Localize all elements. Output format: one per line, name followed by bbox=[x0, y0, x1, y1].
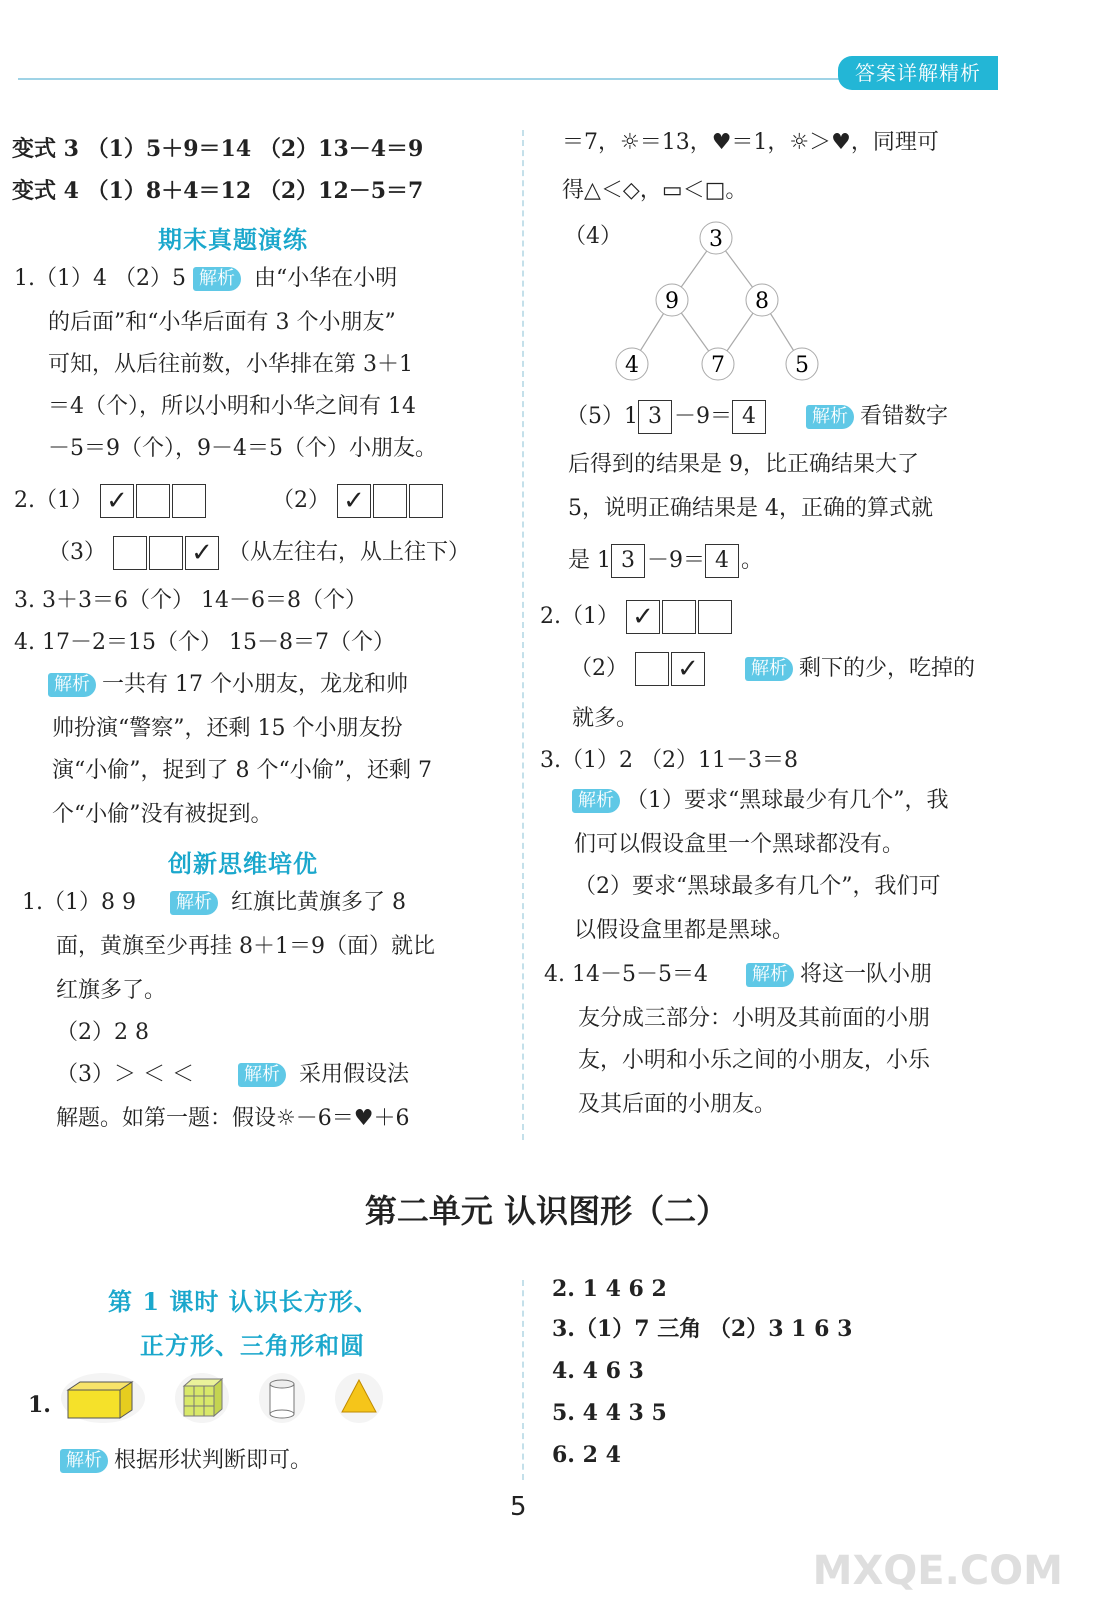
checked-box bbox=[185, 536, 219, 570]
section-innovation: 创新思维培优 bbox=[168, 849, 318, 878]
exam-q4-line: 演“小偷”，捉到了 8 个“小偷”，还剩 7 bbox=[52, 758, 432, 783]
innov-q1-answer: 1.（1）8 9 bbox=[22, 890, 136, 915]
innov-q1 bbox=[22, 888, 406, 918]
tree-node bbox=[616, 348, 648, 380]
innov-q1-sub3-answer: （3）＞ ＜ ＜ bbox=[56, 1062, 194, 1087]
answer-box: 3 bbox=[638, 400, 672, 434]
tree-node-value: 3 bbox=[709, 227, 723, 252]
empty-box bbox=[136, 484, 170, 518]
right-q4-answer: 4. 14－5－5＝4 bbox=[544, 962, 708, 987]
analysis-tag: 解析 bbox=[170, 891, 218, 915]
right-q2-row1 bbox=[540, 600, 734, 634]
sub5-conclusion-eq: －9＝ bbox=[647, 548, 705, 573]
lesson-title-2: 正方形、三角形和圆 bbox=[140, 1331, 365, 1360]
sub5-conclusion bbox=[568, 544, 763, 578]
right-line: ＝7，☼＝13，♥＝1，☼＞♥，同理可 bbox=[562, 130, 939, 155]
checked-box bbox=[337, 484, 371, 518]
tree-node-value: 9 bbox=[665, 289, 679, 314]
right-q2-row2 bbox=[570, 652, 975, 686]
exam-q4-text: 一共有 17 个小朋友，龙龙和帅 bbox=[102, 672, 408, 697]
innov-q1-line: 面，黄旗至少再挂 8＋1＝9（面）就比 bbox=[56, 934, 435, 959]
lesson-q1-label: 1. bbox=[28, 1392, 51, 1418]
header-rule bbox=[18, 78, 848, 80]
empty-box bbox=[662, 600, 696, 634]
exam-q4-analysis bbox=[48, 670, 408, 700]
exam-q4: 4. 17－2＝15（个） 15－8＝7（个） bbox=[14, 630, 395, 655]
analysis-tag: 解析 bbox=[238, 1063, 286, 1087]
checked-box bbox=[671, 652, 705, 686]
tree-node-value: 7 bbox=[711, 353, 725, 378]
right-line: 以假设盒里都是黑球。 bbox=[574, 918, 795, 943]
sub5-text: 看错数字 bbox=[860, 404, 949, 429]
innov-q1-sub2: （2）2 8 bbox=[56, 1020, 149, 1045]
answer-box: 4 bbox=[732, 400, 766, 434]
page-number: 5 bbox=[510, 1492, 527, 1522]
lesson-q5: 5. 4 4 3 5 bbox=[552, 1400, 667, 1426]
empty-box bbox=[172, 484, 206, 518]
analysis-tag: 解析 bbox=[745, 657, 793, 681]
exam-q1 bbox=[14, 264, 397, 294]
section-final-exam: 期末真题演练 bbox=[158, 225, 308, 254]
exam-q2-sub-label: （2） bbox=[272, 488, 330, 513]
right-line: 后得到的结果是 9，比正确结果大了 bbox=[568, 452, 919, 477]
right-line: 得△＜◇，▭＜□。 bbox=[562, 178, 748, 203]
sub4-label: （4） bbox=[564, 224, 622, 249]
lesson-q2: 2. 1 4 6 2 bbox=[552, 1276, 667, 1302]
tree-node-value: 5 bbox=[795, 353, 809, 378]
right-q3-text: （1）要求“黑球最少有几个”，我 bbox=[626, 788, 949, 813]
sub5-conclusion-end: 。 bbox=[741, 548, 764, 573]
right-line: 友分成三部分：小明及其前面的小朋 bbox=[578, 1006, 931, 1031]
empty-box bbox=[698, 600, 732, 634]
analysis-tag: 解析 bbox=[806, 405, 854, 429]
right-line: （2）要求“黑球最多有几个”，我们可 bbox=[574, 874, 941, 899]
lesson-analysis bbox=[60, 1446, 312, 1476]
lesson-note: 根据形状判断即可。 bbox=[114, 1448, 313, 1473]
sub5-eq: －9＝ bbox=[674, 404, 732, 429]
innov-q1-line: 解题。如第一题：假设☼－6＝♥＋6 bbox=[56, 1106, 410, 1131]
analysis-tag: 解析 bbox=[746, 963, 794, 987]
exam-q4-line: 帅扮演“警察”，还剩 15 个小朋友扮 bbox=[52, 716, 403, 741]
tree-node bbox=[656, 284, 688, 316]
right-q2-sub-label: （2） bbox=[570, 656, 628, 681]
analysis-tag: 解析 bbox=[60, 1449, 108, 1473]
exam-q3: 3. 3＋3＝6（个） 14－6＝8（个） bbox=[14, 588, 367, 613]
lesson-q6: 6. 2 4 bbox=[552, 1442, 621, 1468]
sub5-label: （5）1 bbox=[566, 404, 638, 429]
exam-q1-line: －5＝9（个），9－4＝5（个）小朋友。 bbox=[48, 436, 437, 461]
answer-banner: 答案详解精析 bbox=[838, 56, 998, 90]
innov-q1-line: 红旗多了。 bbox=[56, 978, 167, 1003]
right-q2-text: 剩下的少，吃掉的 bbox=[799, 656, 976, 681]
exam-q1-line: 可知，从后往前数，小华排在第 3＋1 bbox=[48, 352, 413, 377]
right-line: 就多。 bbox=[572, 706, 639, 731]
can-icon bbox=[258, 1372, 306, 1424]
analysis-tag: 解析 bbox=[193, 267, 241, 291]
column-divider-bottom bbox=[522, 1280, 524, 1480]
right-q3-analysis bbox=[572, 786, 949, 816]
innov-q1-sub3-text: 采用假设法 bbox=[298, 1062, 409, 1087]
lesson-title-1: 第 1 课时 认识长方形、 bbox=[108, 1287, 379, 1316]
exam-q2-row1 bbox=[14, 484, 445, 518]
exam-q1-text: 由“小华在小明 bbox=[253, 266, 398, 291]
tree-node bbox=[702, 348, 734, 380]
watermark: MXQE.COM bbox=[812, 1548, 1063, 1594]
empty-box bbox=[113, 536, 147, 570]
exam-q2-note: （从左往右，从上往下） bbox=[228, 540, 471, 565]
tree-node bbox=[700, 222, 732, 254]
triangle-icon bbox=[334, 1372, 384, 1424]
right-q4-text: 将这一队小朋 bbox=[799, 962, 932, 987]
exam-q2-row2 bbox=[48, 536, 470, 570]
innov-q1-text: 红旗比黄旗多了 8 bbox=[230, 890, 406, 915]
cube-icon bbox=[174, 1372, 230, 1424]
checked-box bbox=[100, 484, 134, 518]
empty-box bbox=[409, 484, 443, 518]
column-divider-top bbox=[522, 130, 524, 1140]
right-q3: 3.（1）2 （2）11－3＝8 bbox=[540, 748, 798, 773]
unit-title: 第二单元 认识图形（二） bbox=[364, 1192, 729, 1230]
answer-box: 3 bbox=[611, 544, 645, 578]
right-line: 们可以假设盒里一个黑球都没有。 bbox=[574, 832, 905, 857]
analysis-tag: 解析 bbox=[48, 673, 96, 697]
right-line: 友，小明和小乐之间的小朋友，小乐 bbox=[578, 1048, 931, 1073]
right-q2-label: 2.（1） bbox=[540, 604, 619, 629]
right-q4 bbox=[544, 960, 932, 990]
innov-q1-sub3 bbox=[56, 1060, 409, 1090]
sub5-conclusion-start: 是 1 bbox=[568, 548, 611, 573]
exam-q4-line: 个“小偷”没有被捉到。 bbox=[52, 802, 273, 827]
analysis-tag: 解析 bbox=[572, 789, 620, 813]
shape-images bbox=[60, 1372, 384, 1424]
empty-box bbox=[635, 652, 669, 686]
exam-q1-answer: 1.（1）4 （2）5 bbox=[14, 266, 186, 291]
variant-4: 变式 4 （1）8＋4＝12 （2）12－5＝7 bbox=[12, 178, 424, 204]
tree-node-value: 4 bbox=[625, 353, 639, 378]
tree-node bbox=[786, 348, 818, 380]
tree-node bbox=[746, 284, 778, 316]
exam-q1-line: ＝4（个），所以小明和小华之间有 14 bbox=[48, 394, 416, 419]
lesson-q4: 4. 4 6 3 bbox=[552, 1358, 644, 1384]
empty-box bbox=[149, 536, 183, 570]
answer-box: 4 bbox=[705, 544, 739, 578]
empty-box bbox=[373, 484, 407, 518]
tree-node-value: 8 bbox=[755, 289, 769, 314]
right-line: 及其后面的小朋友。 bbox=[578, 1092, 777, 1117]
sub5 bbox=[566, 400, 948, 434]
lesson-q3: 3.（1）7 三角 （2）3 1 6 3 bbox=[552, 1316, 853, 1342]
exam-q2-label: 2.（1） bbox=[14, 488, 93, 513]
variant-3: 变式 3 （1）5＋9＝14 （2）13－4＝9 bbox=[12, 136, 424, 162]
box-icon bbox=[60, 1372, 146, 1424]
exam-q2-sub-label: （3） bbox=[48, 540, 106, 565]
checked-box bbox=[626, 600, 660, 634]
right-line: 5，说明正确结果是 4，正确的算式就 bbox=[568, 496, 933, 521]
exam-q1-line: 的后面”和“小华后面有 3 个小朋友” bbox=[48, 310, 396, 335]
